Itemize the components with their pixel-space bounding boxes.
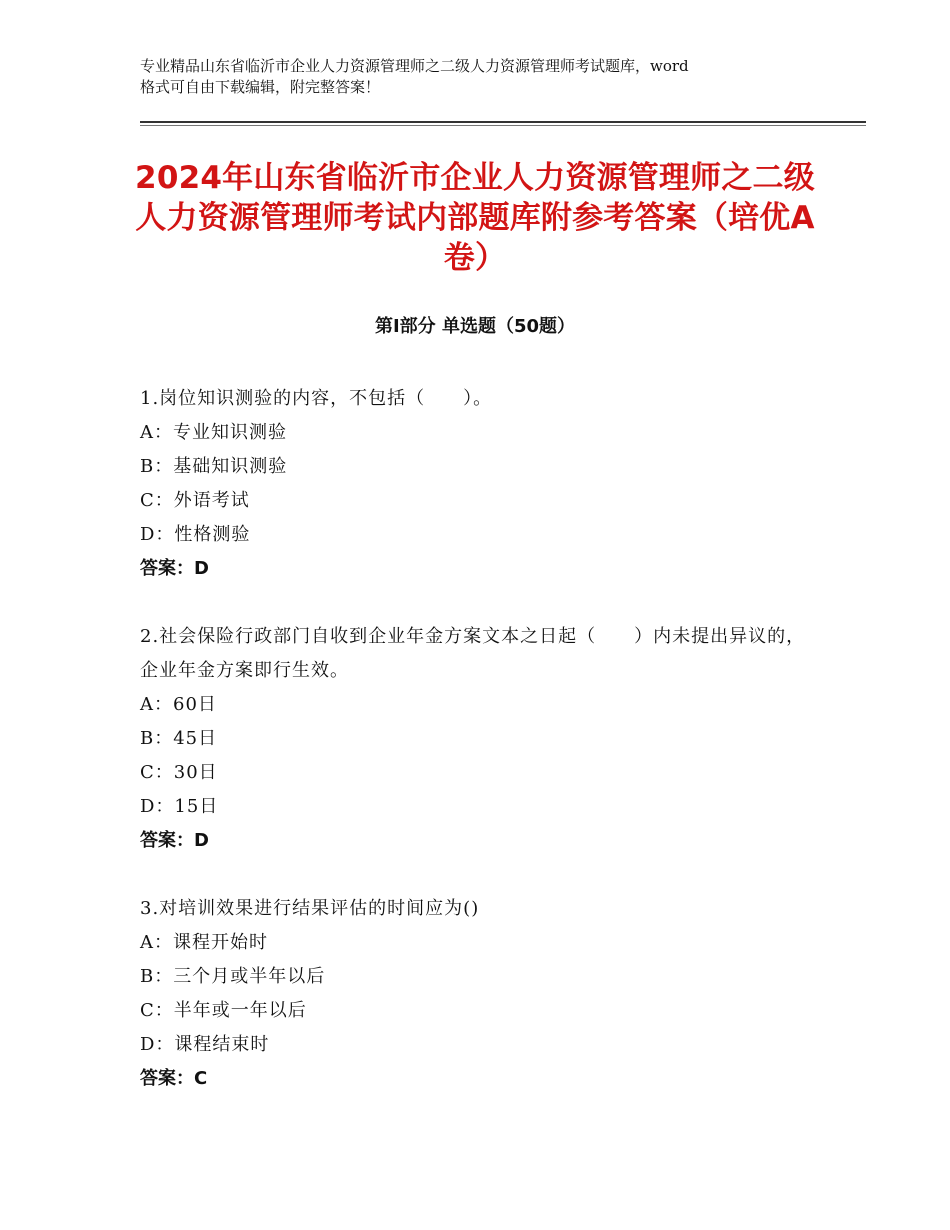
option-c: C：外语考试 xyxy=(140,490,250,511)
question-stem: 2.社会保险行政部门自收到企业年金方案文本之日起（ ）内未提出异议的，企业年金方案即行生效。 xyxy=(140,626,806,681)
option-a: A：课程开始时 xyxy=(140,932,268,953)
option-c: C：30日 xyxy=(140,762,218,783)
option-a: A：60日 xyxy=(140,694,217,715)
question-spacer xyxy=(140,858,810,892)
option-d: D：15日 xyxy=(140,796,219,817)
option-b: B：三个月或半年以后 xyxy=(140,966,326,987)
header-divider-thick xyxy=(140,121,866,123)
option-d: D：课程结束时 xyxy=(140,1034,270,1055)
document-title: 2024年山东省临沂市企业人力资源管理师之二级人力资源管理师考试内部题库附参考答案（培优A卷） xyxy=(135,160,815,276)
question-list xyxy=(140,382,810,1096)
question-1 xyxy=(140,382,810,586)
section-title: 第Ⅰ部分 单选题（50题） xyxy=(374,316,575,337)
option-b: B：45日 xyxy=(140,728,218,749)
option-c: C：半年或一年以后 xyxy=(140,1000,307,1021)
question-spacer xyxy=(140,586,810,620)
option-a: A：专业知识测验 xyxy=(140,422,287,443)
question-stem: 3.对培训效果进行结果评估的时间应为() xyxy=(140,898,480,919)
option-d: D：性格测验 xyxy=(140,524,251,545)
question-3 xyxy=(140,892,810,1096)
question-2 xyxy=(140,620,810,858)
header-note: 专业精品山东省临沂市企业人力资源管理师之二级人力资源管理师考试题库，word 格式可自由下载编辑，附完整答案！ xyxy=(140,57,689,96)
question-stem: 1.岗位知识测验的内容，不包括（ ）。 xyxy=(140,388,493,409)
option-b: B：基础知识测验 xyxy=(140,456,288,477)
answer-line: 答案：D xyxy=(140,830,209,851)
answer-line: 答案：D xyxy=(140,558,209,579)
answer-line: 答案：C xyxy=(140,1068,208,1089)
header-divider-thin xyxy=(140,125,866,126)
